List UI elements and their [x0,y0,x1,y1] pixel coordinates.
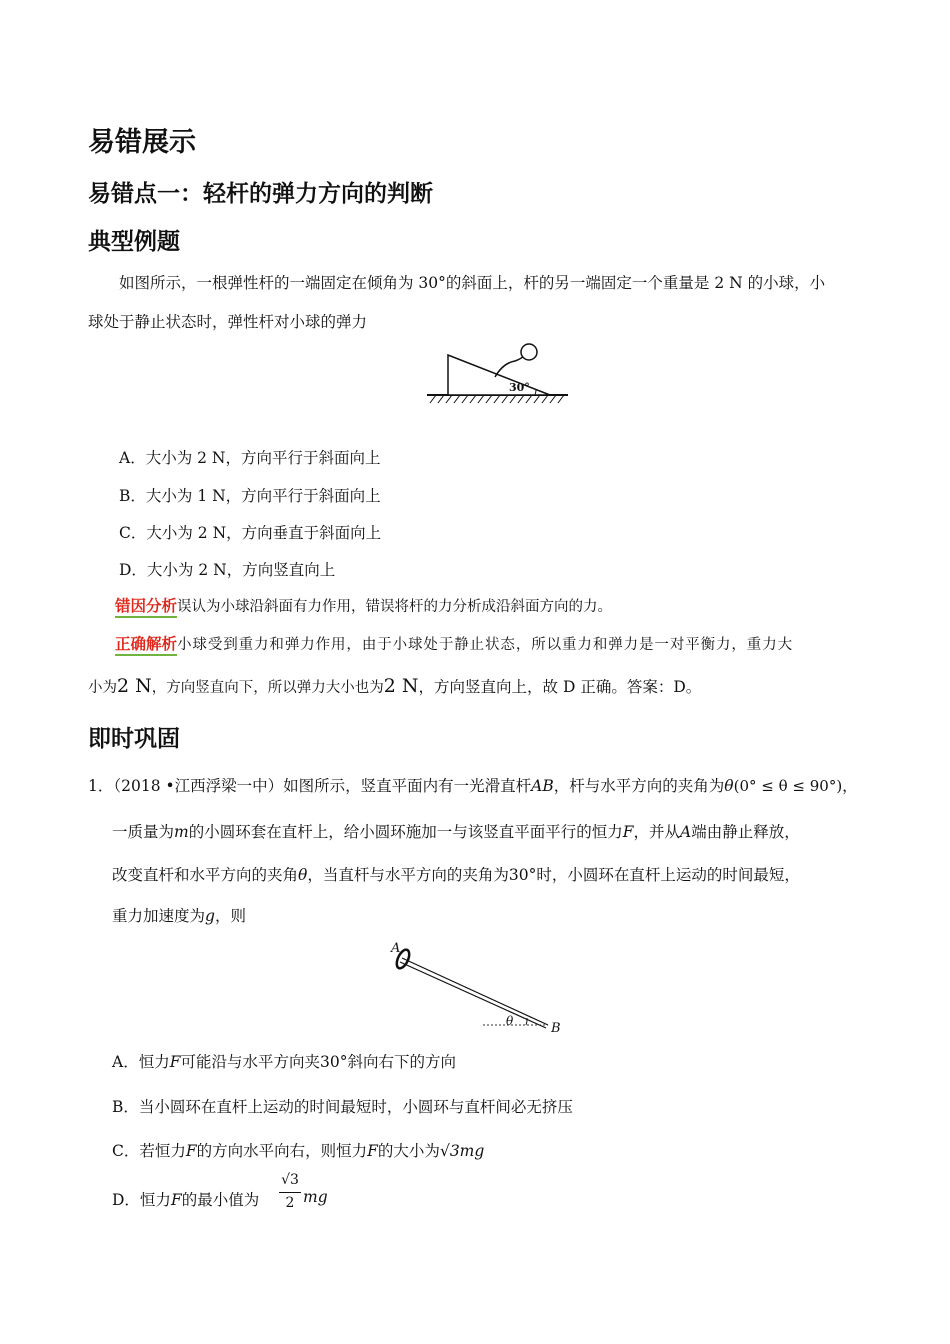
option-a: A．大小为 2 N，方向平行于斜面向上 [119,449,381,467]
q1-line3: 改变直杆和水平方向的夹角θ，当直杆与水平方向的夹角为30°时，小圆环在直杆上运动的时间最短， [112,866,800,884]
typical-example-title: 典型例题 [88,229,180,255]
option-c: C．大小为 2 N，方向垂直于斜面向上 [119,524,382,542]
example-text-line1: 如图所示，一根弹性杆的一端固定在倾角为 30°的斜面上，杆的另一端固定一个重量是 2 N 的小球，小 [119,274,826,292]
rod-edge-top [402,958,548,1025]
label-theta: θ [506,1014,514,1028]
ball [521,344,537,360]
q1-option-b: B．当小圆环在直杆上运动的时间最短时，小圆环与直杆间必无挤压 [112,1098,573,1116]
q1-line4: 重力加速度为g，则 [112,907,246,925]
rod-edge-bottom [400,962,546,1028]
error-point-title: 易错点一：轻杆的弹力方向的判断 [88,181,433,207]
label-b: B [551,1021,561,1035]
section-title: 易错展示 [88,127,196,158]
incline-figure [425,343,570,405]
consolidation-title: 即时巩固 [88,726,180,752]
angle-label: 30° [509,381,530,394]
fraction-denominator: 2 [285,1195,295,1211]
correct-analysis-line1 [115,634,793,655]
correct-analysis-label: 正确解析 [115,635,177,656]
correct-analysis-text: 小球受到重力和弹力作用，由于小球处于静止状态，所以重力和弹力是一对平衡力，重力大 [177,637,794,653]
fraction-bar [279,1192,301,1193]
incline-triangle [448,355,550,395]
rod-figure [388,940,568,1035]
option-b: B．大小为 1 N，方向平行于斜面向上 [119,487,381,505]
q1-line2: 一质量为m的小圆环套在直杆上，给小圆环施加一与该竖直平面平行的恒力F，并从A端由静止释放， [112,823,800,841]
error-analysis-label: 错因分析 [115,597,177,618]
example-text-line2: 球处于静止状态时，弹性杆对小球的弹力 [88,313,368,331]
q1-option-d: D．恒力F的最小值为 [112,1191,260,1209]
ground-hatch [430,395,564,403]
option-d: D．大小为 2 N，方向竖直向上 [119,561,336,579]
error-analysis-text: 误认为小球沿斜面有力作用，错误将杆的力分析成沿斜面方向的力。 [177,599,613,615]
fraction-mg: mg [303,1188,328,1206]
q1-line1: 1．（2018 •江西浮梁一中）如图所示，竖直平面内有一光滑直杆AB，杆与水平方向的夹角为θ(0° ≤ θ ≤ 90°)， [88,777,858,795]
q1-option-a: A．恒力F可能沿与水平方向夹30°斜向右下的方向 [112,1053,456,1071]
fraction-numerator: √3 [281,1172,299,1188]
error-analysis [115,596,612,617]
q1-option-c: C．若恒力F的方向水平向右，则恒力F的大小为√3mg [112,1142,485,1160]
label-a: A [391,941,401,956]
correct-analysis-line2: 小为2 N，方向竖直向下，所以弹力大小也为2 N，方向竖直向上，故 D 正确。答案：D。 [88,675,702,697]
elastic-rod [495,355,525,377]
